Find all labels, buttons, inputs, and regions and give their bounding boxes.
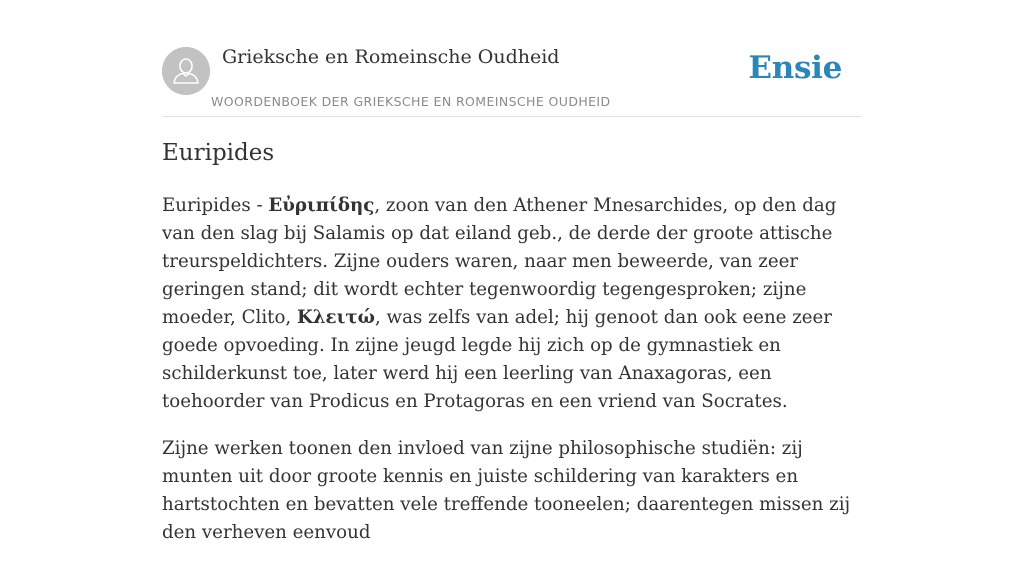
entry-title: Euripides (162, 140, 275, 166)
header (162, 38, 862, 117)
greek-name-clito: Κλειτώ (297, 307, 375, 328)
source-subtitle: WOORDENBOEK DER GRIEKSCHE EN ROMEINSCHE OUDHEID (211, 94, 611, 109)
entry-content (162, 192, 868, 566)
source-avatar[interactable] (162, 47, 210, 95)
greek-name-euripides: Εὐριπίδης (268, 195, 375, 216)
paragraph-1-text-b: , zoon van den Athener Mnesarchides, op den dag van den slag bij Salamis op dat eiland geb., de derde der groote attische treurspeldichters. Zijne ouders waren, naar men beweerde, van zeer geringen stand; dit wordt echter tegenwoordig tegengesproken; zijne moeder, Clito, (162, 195, 837, 328)
paragraph-1-text-c: , was zelfs van adel; hij genoot dan ook eene zeer goede opvoeding. In zijne jeugd legde hij zich op de gymnastiek en schilderkunst toe, later werd hij een leerling van Anaxagoras, een toehoorder van Prodicus en Protagoras en een vriend van Socrates. (162, 307, 832, 412)
brand-logo[interactable]: Ensie (748, 50, 842, 86)
paragraph-1-text-a: Euripides - (162, 195, 269, 216)
user-silhouette-icon (162, 47, 210, 95)
paragraph-2: Zijne werken toonen den invloed van zijne philosophische studiën: zij munten uit door groote kennis en juiste schildering van karakters en hartstochten en bevatten vele treffende tooneelen; daarentegen missen zij den verheven eenvoud (162, 438, 851, 543)
paragraph-1 (162, 192, 868, 416)
source-title-link[interactable]: Grieksche en Romeinsche Oudheid (222, 46, 560, 68)
